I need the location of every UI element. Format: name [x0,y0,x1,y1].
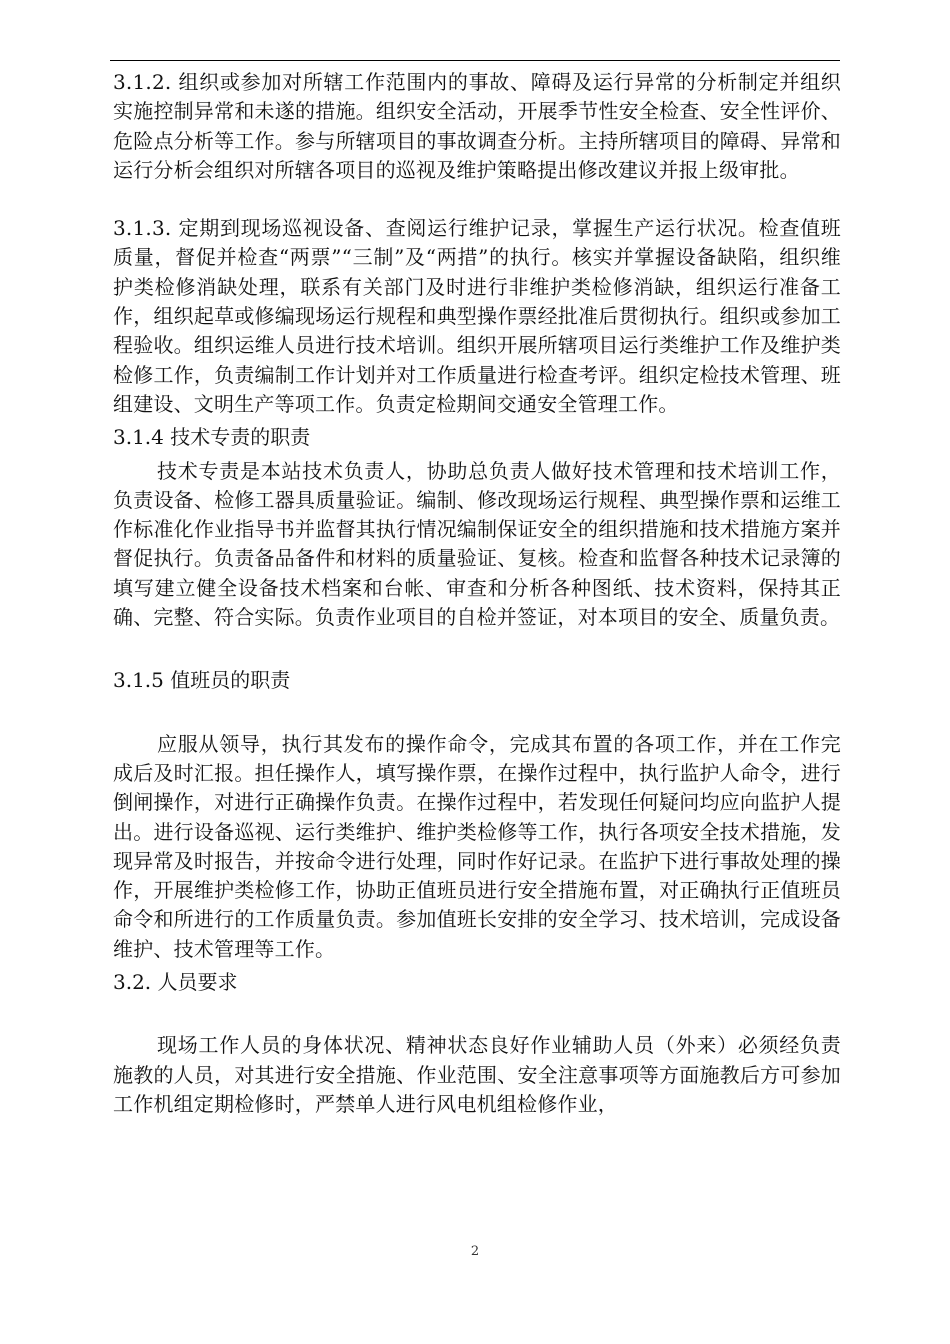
paragraph-3-1-3: 3.1.3. 定期到现场巡视设备、查阅运行维护记录，掌握生产运行状况。检查值班质量，督促并检查“两票”“三制”及“两措”的执行。核实并掌握设备缺陷，组织维护类检修消缺处理，联系有关部门及时进行非维护类检修消缺，组织运行准备工作，组织起草或修编现场运行规程和典型操作票经批准后贯彻执行。组织或参加工程验收。组织运维人员进行技术培训。组织开展所辖项目运行类维护工作及维护类检修工作，负责编制工作计划并对工作质量进行检查考评。组织定检技术管理、班组建设、文明生产等项工作。负责定检期间交通安全管理工作。 [113,216,841,416]
heading-3-1-4: 3.1.4 技术专责的职责 [113,425,311,450]
page-number: 2 [470,1244,480,1259]
paragraph-duty-operator-duties: 应服从领导，执行其发布的操作命令，完成其布置的各项工作，并在工作完成后及时汇报。担任操作人，填写操作票，在操作过程中，执行监护人命令，进行倒闸操作，对进行正确操作负责。在操作过程中，若发现任何疑问均应向监护人提出。进行设备巡视、运行类维护、维护类检修等工作，执行各项安全技术措施，发现异常及时报告，并按命令进行处理，同时作好记录。在监护下进行事故处理的操作，开展维护类检修工作，协助正值班员进行安全措施布置，对正确执行正值班员命令和所进行的工作质量负责。参加值班长安排的安全学习、技术培训，完成设备维护、技术管理等工作。 [113,731,841,961]
heading-3-2: 3.2. 人员要求 [113,970,238,995]
header-rule [110,60,840,61]
paragraph-technical-lead-duties: 技术专责是本站技术负责人，协助总负责人做好技术管理和技术培训工作，负责设备、检修工器具质量验证。编制、修改现场运行规程、典型操作票和运维工作标准化作业指导书并监督其执行情况编制保证安全的组织措施和技术措施方案并督促执行。负责备品备件和材料的质量验证、复核。检查和监督各种技术记录簿的填写建立健全设备技术档案和台帐、审查和分析各种图纸、技术资料，保持其正确、完整、符合实际。负责作业项目的自检并签证，对本项目的安全、质量负责。 [113,458,841,630]
document-body [113,68,841,1119]
paragraph-personnel-requirements: 现场工作人员的身体状况、精神状态良好作业辅助人员（外来）必须经负责施教的人员，对其进行安全措施、作业范围、安全注意事项等方面施教后方可参加工作机组定期检修时，严禁单人进行风电机组检修作业， [113,1033,841,1116]
paragraph-3-1-2: 3.1.2. 组织或参加对所辖工作范围内的事故、障碍及运行异常的分析制定并组织实施控制异常和未遂的措施。组织安全活动，开展季节性安全检查、安全性评价、危险点分析等工作。参与所辖项目的事故调查分析。主持所辖项目的障碍、异常和运行分析会组织对所辖各项目的巡视及维护策略提出修改建议并报上级审批。 [113,70,841,182]
heading-3-1-5: 3.1.5 值班员的职责 [113,668,291,693]
